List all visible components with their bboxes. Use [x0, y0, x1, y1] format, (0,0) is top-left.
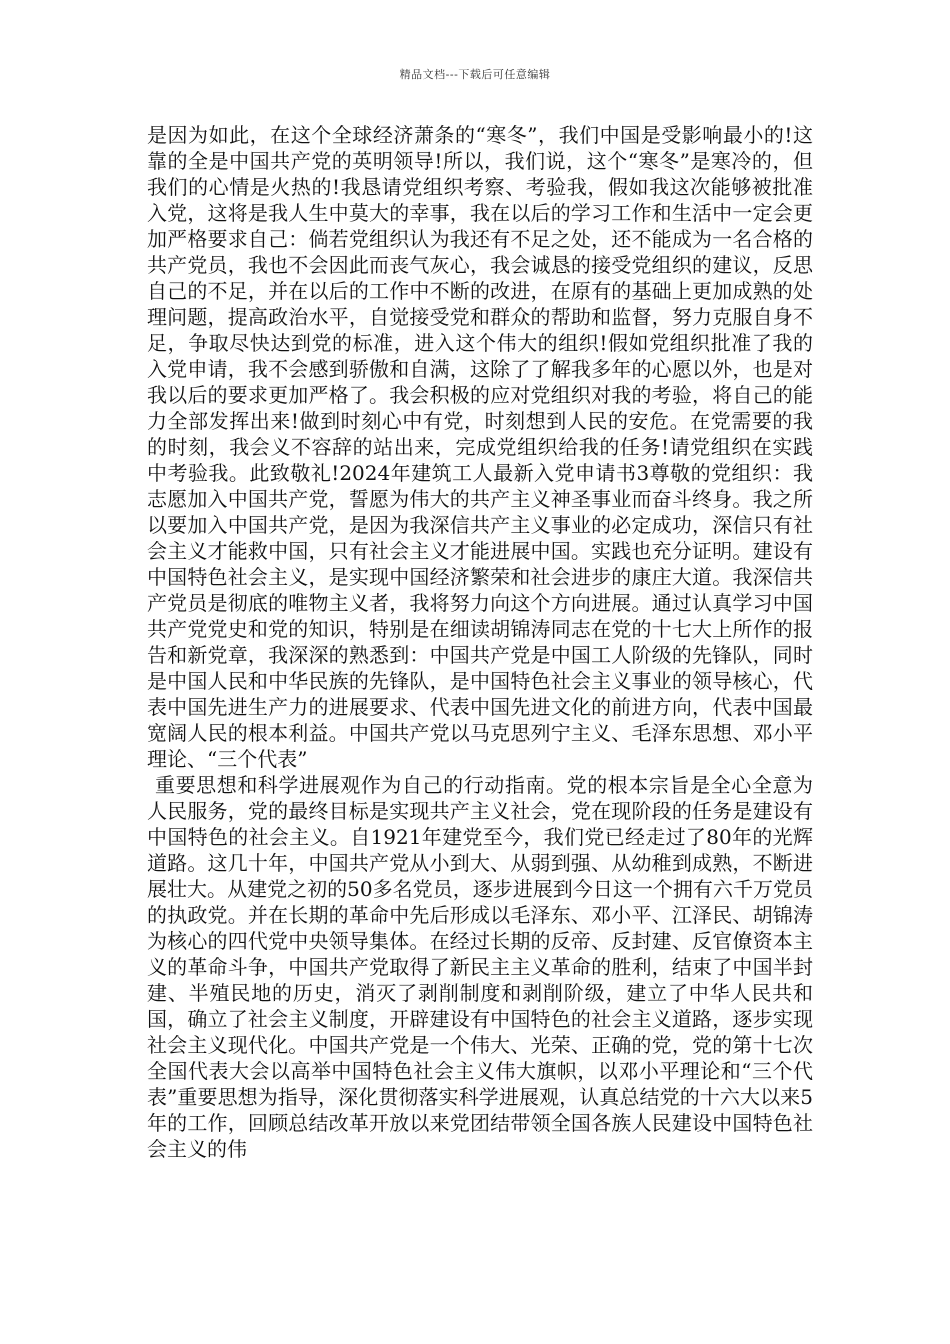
body-paragraph: 是因为如此，在这个全球经济萧条的“寒冬”，我们中国是受影响最小的!这靠的全是中国共产党的英明领导!所以，我们说，这个“寒冬”是寒冷的，但我们的心情是火热的!我恳请党组织考察、考验我，假如我这次能够被批准入党，这将是我人生中莫大的幸事，我在以后的学习工作和生活中一定会更加严格要求自己：倘若党组织认为我还有不足之处，还不能成为一名合格的共产党员，我也不会因此而丧气灰心，我会诚恳的接受党组织的建议，反思自己的不足，并在以后的工作中不断的改进，在原有的基础上更加成熟的处理问题，提高政治水平，自觉接受党和群众的帮助和监督，努力克服自身不足，争取尽快达到党的标准，进入这个伟大的组织!假如党组织批准了我的入党申请，我不会感到骄傲和自满，这除了了解我多年的心愿以外，也是对我以后的要求更加严格了。我会积极的应对党组织对我的考验，将自己的能力全部发挥出来!做到时刻心中有党，时刻想到人民的安危。在党需要的我的时刻，我会义不容辞的站出来，完成党组织给我的任务!请党组织在实践中考验我。此致敬礼!2024年建筑工人最新入党申请书3尊敬的党组织：我志愿加入中国共产党，誓愿为伟大的共产主义神圣事业而奋斗终身。我之所以要加入中国共产党，是因为我深信共产主义事业的必定成功，深信只有社会主义才能救中国，只有社会主义才能进展中国。实践也充分证明。建设有中国特色社会主义，是实现中国经济繁荣和社会进步的康庄大道。我深信共产党员是彻底的唯物主义者，我将努力向这个方向进展。通过认真学习中国共产党党史和党的知识，特别是在细读胡锦涛同志在党的十七大上所作的报告和新党章，我深深的熟悉到：中国共产党是中国工人阶级的先锋队，同时是中国人民和中华民族的先锋队，是中国特色社会主义事业的领导核心，代表中国先进生产力的进展要求、代表中国先进文化的前进方向，代表中国最宽阔人民的根本利益。中国共产党以马克思列宁主义、毛泽东思想、邓小平理论、“三个代表” [147, 123, 813, 771]
body-paragraph: 重要思想和科学进展观作为自己的行动指南。党的根本宗旨是全心全意为人民服务，党的最终目标是实现共产主义社会，党在现阶段的任务是建设有中国特色的社会主义。自1921年建党至今，我们党已经走过了80年的光辉道路。这几十年，中国共产党从小到大、从弱到强、从幼稚到成熟，不断进展壮大。从建党之初的50多名党员，逐步进展到今日这一个拥有六千万党员的执政党。并在长期的革命中先后形成以毛泽东、邓小平、江泽民、胡锦涛为核心的四代党中央领导集体。在经过长期的反帝、反封建、反官僚资本主义的革命斗争，中国共产党取得了新民主主义革命的胜利，结束了中国半封建、半殖民地的历史，消灭了剥削制度和剥削阶级，建立了中华人民共和国，确立了社会主义制度，开辟建设有中国特色的社会主义道路，逐步实现社会主义现代化。中国共产党是一个伟大、光荣、正确的党，党的第十七次全国代表大会以高举中国特色社会主义伟大旗帜，以邓小平理论和“三个代表”重要思想为指导，深化贯彻落实科学进展观，认真总结党的十六大以来5年的工作，回顾总结改革开放以来党团结带领全国各族人民建设中国特色社会主义的伟 [147, 773, 813, 1161]
document-body [147, 122, 813, 1162]
page-header: 精品文档---下载后可任意编辑 [399, 68, 551, 81]
